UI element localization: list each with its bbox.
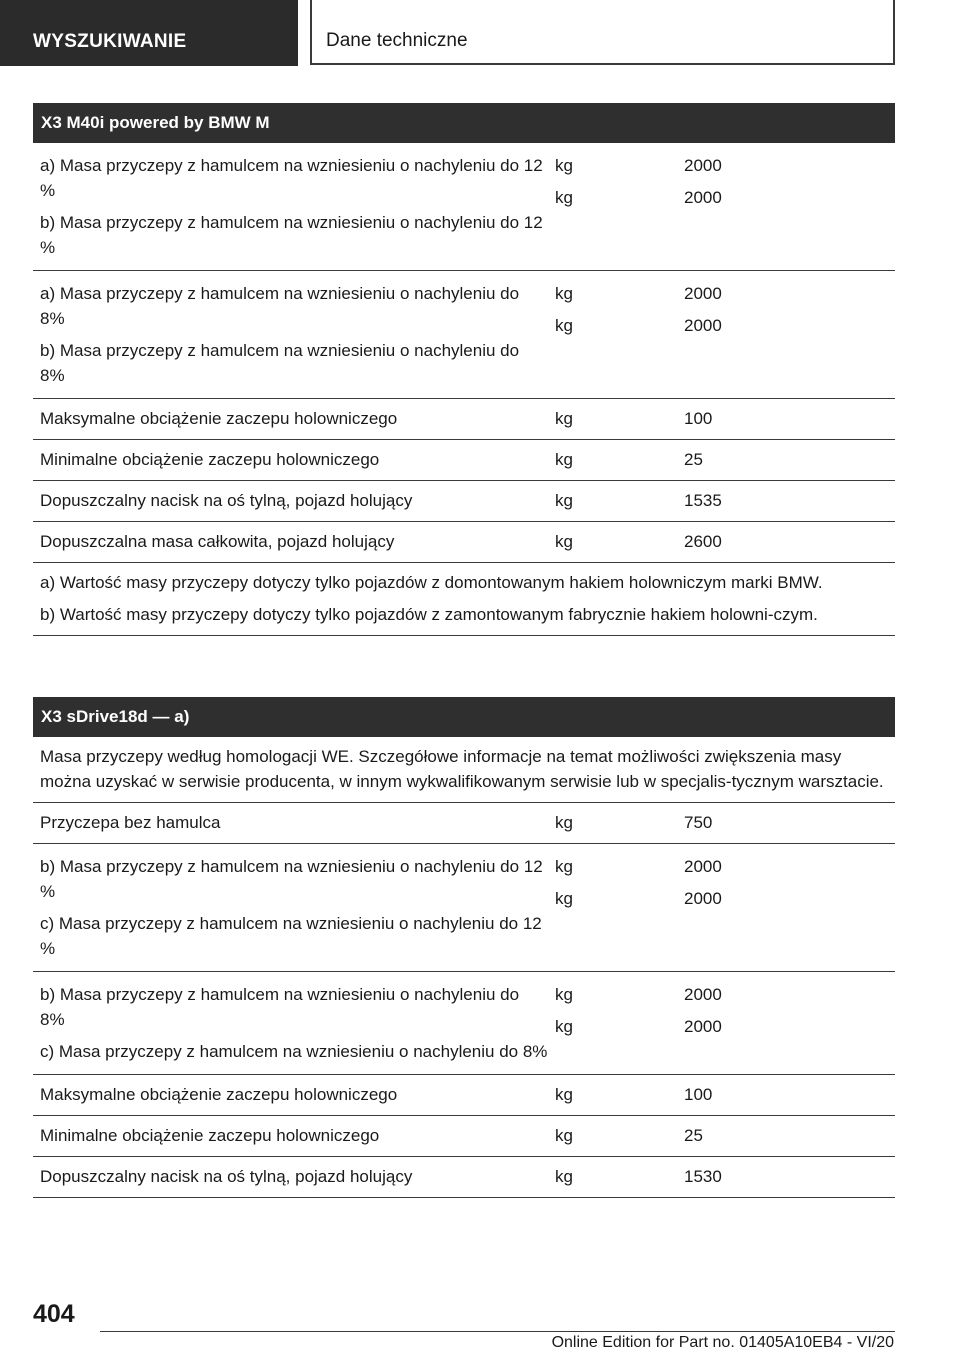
row-unit: kg [555, 450, 573, 469]
table-row [33, 1157, 895, 1198]
table-row [33, 1075, 895, 1116]
table-title: X3 sDrive18d — a) [33, 697, 895, 737]
row-value: 2600 [684, 532, 722, 551]
intro-text: Masa przyczepy według homologacji WE. Szczegółowe informacje na temat możliwości zwiększenia masy można uzyskać w serwisie producenta, w innym wykwalifikowanym serwisie lub w specjalis-tycznym warsztacie. [40, 747, 884, 791]
table-row [33, 440, 895, 481]
row-unit: kg [555, 532, 573, 551]
row-value: 2000 2000 [684, 985, 722, 1036]
row-value: 2000 2000 [684, 156, 722, 207]
table-row [33, 271, 895, 399]
row-label: a) Masa przyczepy z hamulcem na wzniesieniu o nachyleniu do 12 % b) Masa przyczepy z hamulcem na wzniesieniu o nachyleniu do 12 % [40, 156, 543, 257]
table-row [33, 481, 895, 522]
spec-table-x3-sdrive18d [33, 697, 895, 1198]
row-unit: kg [555, 813, 573, 832]
search-tab[interactable]: WYSZUKIWANIE [0, 0, 298, 66]
top-bar [0, 0, 960, 66]
row-unit: kg kg [555, 857, 573, 908]
page-number: 404 [33, 1300, 75, 1328]
row-unit: kg [555, 1167, 573, 1186]
row-label: a) Masa przyczepy z hamulcem na wzniesieniu o nachyleniu do 8% b) Masa przyczepy z hamulcem na wzniesieniu o nachyleniu do 8% [40, 284, 520, 385]
row-value: 100 [684, 1085, 713, 1104]
table-row [33, 399, 895, 440]
table-row [33, 972, 895, 1075]
table-row [33, 522, 895, 563]
row-value: 25 [684, 450, 703, 469]
table-row [33, 143, 895, 271]
row-label: b) Masa przyczepy z hamulcem na wzniesieniu o nachyleniu do 8% c) Masa przyczepy z hamulcem na wzniesieniu o nachyleniu do 8% [40, 985, 548, 1061]
row-label: b) Masa przyczepy z hamulcem na wzniesieniu o nachyleniu do 12 % c) Masa przyczepy z hamulcem na wzniesieniu o nachyleniu do 12 % [40, 857, 543, 958]
row-unit: kg [555, 1126, 573, 1145]
row-value: 750 [684, 813, 713, 832]
row-unit: kg kg [555, 985, 573, 1036]
edition-footer: Online Edition for Part no. 01405A10EB4 - VI/20 [551, 1334, 894, 1351]
row-label: Maksymalne obciążenie zaczepu holowniczego [40, 1085, 398, 1104]
row-value: 2000 2000 [684, 857, 722, 908]
row-unit: kg [555, 491, 573, 510]
table-row [33, 803, 895, 844]
row-label: Minimalne obciążenie zaczepu holowniczego [40, 450, 380, 469]
row-label: Przyczepa bez hamulca [40, 813, 221, 832]
row-label: Dopuszczalny nacisk na oś tylną, pojazd holujący [40, 1167, 413, 1186]
row-label: Maksymalne obciążenie zaczepu holowniczego [40, 409, 398, 428]
note-b: b) Wartość masy przyczepy dotyczy tylko pojazdów z zamontowanym fabrycznie hakiem holowni-czym. [40, 605, 818, 624]
row-label: Dopuszczalny nacisk na oś tylną, pojazd holujący [40, 491, 413, 510]
row-value: 2000 2000 [684, 284, 722, 335]
section-title-tab: Dane techniczne [310, 0, 895, 65]
table-title: X3 M40i powered by BMW M [33, 103, 895, 143]
footer-divider [100, 1331, 895, 1332]
row-unit: kg [555, 409, 573, 428]
row-unit: kg kg [555, 284, 573, 335]
note-a: a) Wartość masy przyczepy dotyczy tylko pojazdów z domontowanym hakiem holowniczym marki BMW. [40, 573, 823, 592]
row-label: Minimalne obciążenie zaczepu holowniczego [40, 1126, 380, 1145]
row-value: 1530 [684, 1167, 722, 1186]
row-value: 1535 [684, 491, 722, 510]
row-unit: kg kg [555, 156, 573, 207]
table-notes [33, 563, 895, 636]
row-value: 100 [684, 409, 713, 428]
spec-table-x3-m40i [33, 103, 895, 636]
row-value: 25 [684, 1126, 703, 1145]
table-row [33, 1116, 895, 1157]
row-label: Dopuszczalna masa całkowita, pojazd holujący [40, 532, 395, 551]
table-intro [33, 737, 895, 803]
table-row [33, 844, 895, 972]
row-unit: kg [555, 1085, 573, 1104]
